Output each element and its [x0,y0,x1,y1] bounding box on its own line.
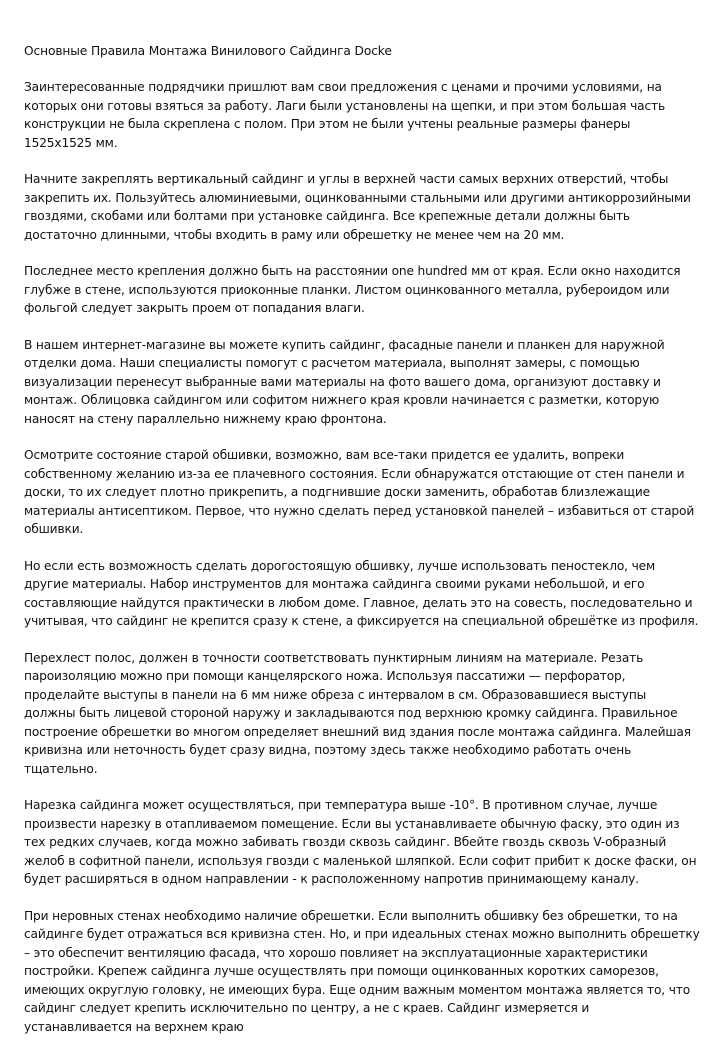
paragraph: Нарезка сайдинга может осуществляться, при температура выше -10°. В противном случае, лучше произвести нарезку в отапливаемом помещение. Если вы устанавливаете обычную фаску, это один из тех редких случаев, когда можно забивать гвозди сквозь сайдинг. Вбейте гвоздь сквозь V-образный желоб в софитной панели, используя гвозди с маленькой шляпкой. Если софит прибит к доске фаски, он будет расширяться в одном направлении - к расположенному напротив принимающему каналу. [24,798,697,887]
paragraph: Осмотрите состояние старой обшивки, возможно, вам все-таки придется ее удалить, вопреки собственному желанию из-за ее плачевного состояния. Если обнаружатся отстающие от стен панели и доски, то их следует плотно прикрепить, а подгнившие доски заменить, обработав близлежащие материалы антисептиком. Первое, что нужно сделать перед установкой панелей – избавиться от старой обшивки. [24,448,695,537]
paragraph: Но если есть возможность сделать дорогостоящую обшивку, лучше использовать пеностекло, чем другие материалы. Набор инструментов для монтажа сайдинга своими руками небольшой, и его составляющие найдутся практически в любом доме. Главное, делать это на совесть, последовательно и учитывая, что сайдинг не крепится сразу к стене, а фиксируется на специальной обрешётке из профиля. [24,558,699,629]
paragraph: При неровных стенах необходимо наличие обрешетки. Если выполнить обшивку без обрешетки, то на сайдинге будет отражаться вся кривизна стен. Но, и при идеальных стенах можно выполнить обрешетку – это обеспечит вентиляцию фасада, что хорошо повлияет на эксплуатационные характеристики постройки. Крепеж сайдинга лучше осуществлять при помощи оцинкованных коротких саморезов, имеющих округлую головку, не имеющих бура. Еще одним важным моментом монтажа является то, что сайдинг следует крепить исключительно по центру, а не с краев. Сайдинг измеряется и устанавливается на верхнем краю [24,908,700,1034]
document-title: Основные Правила Монтажа Винилового Сайдинга Docke [24,44,392,58]
document-page [24,42,700,1054]
paragraph: Перехлест полос, должен в точности соответствовать пунктирным линиям на материале. Резать пароизоляцию можно при помощи канцелярского ножа. Используя пассатижи — перфоратор, проделайте выступы в панели на 6 мм ниже обреза с интервалом в см. Образовавшиеся выступы должны быть лицевой стороной наружу и закладываются под верхнюю кромку сайдинга. Правильное построение обрешетки во многом определяет внешний вид здания после монтажа сайдинга. Малейшая кривизна или неточность будет сразу видна, поэтому здесь также необходимо работать очень тщательно. [24,650,691,776]
paragraph: Заинтересованные подрядчики пришлют вам свои предложения с ценами и прочими условиями, на которых они готовы взяться за работу. Лаги были установлены на щепки, и при этом большая часть конструкции не была скреплена с полом. При этом не были учтены реальные размеры фанеры 1525x1525 мм. [24,80,665,150]
paragraph: Начните закреплять вертикальный сайдинг и углы в верхней части самых верхних отверстий, чтобы закрепить их. Пользуйтесь алюминиевыми, оцинкованными стальными или другими антикоррозийными гвоздями, скобами или болтами при установке сайдинга. Все крепежные детали должны быть достаточно длинными, чтобы входить в раму или обрешетку не менее чем на 20 мм. [24,172,691,242]
paragraph: В нашем интернет-магазине вы можете купить сайдинг, фасадные панели и планкен для наружной отделки дома. Наши специалисты помогут с расчетом материала, выполнят замеры, с помощью визуализации перенесут выбранные вами материалы на фото вашего дома, организуют доставку и монтаж. Облицовка сайдингом или софитом нижнего края кровли начинается с разметки, которую наносят на стену параллельно нижнему краю фронтона. [24,337,665,426]
paragraph: Последнее место крепления должно быть на расстоянии one hundred мм от края. Если окно находится глубже в стене, используются приоконные планки. Листом оцинкованного металла, рубероидом или фольгой следует закрыть проем от попадания влаги. [24,264,681,316]
